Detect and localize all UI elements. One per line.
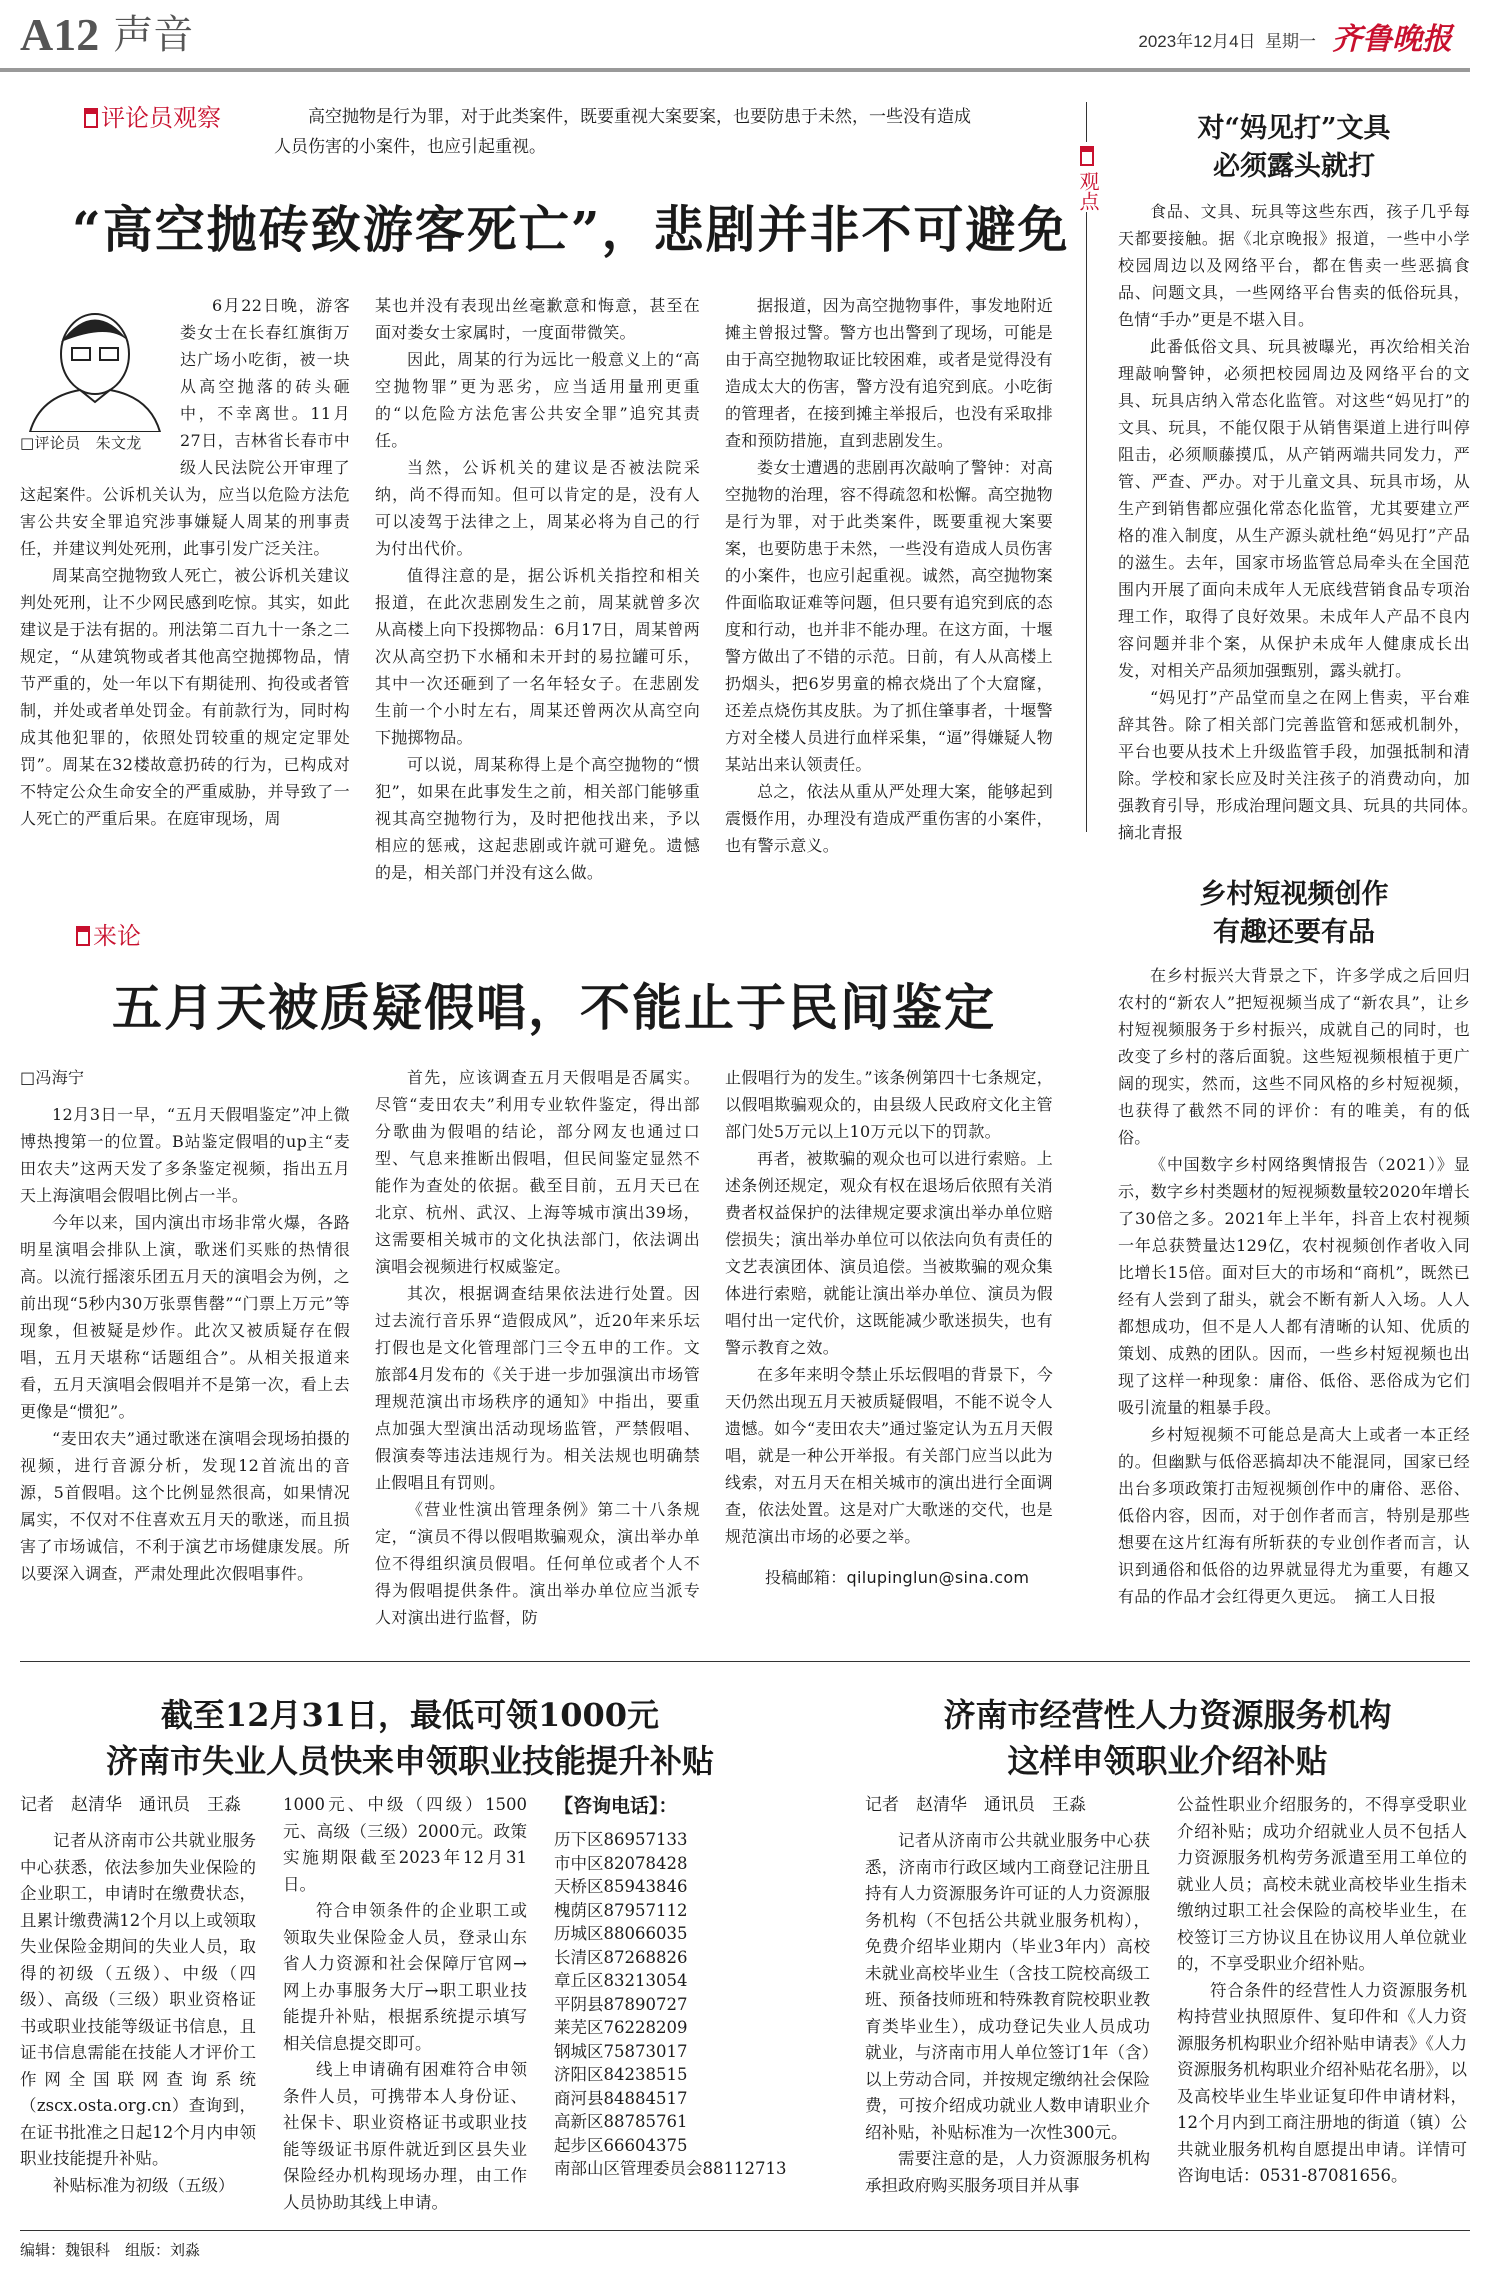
bottom-right-article [865, 1692, 1470, 2199]
article1-col2 [375, 292, 700, 886]
headline: “高空抛砖致游客死亡”，悲剧并非不可避免 [72, 200, 1070, 259]
hotline-item: 历下区86957133 [554, 1830, 688, 1849]
bottom-left-body [20, 1792, 800, 2216]
paragraph: 值得注意的是，据公诉机关指控和相关报道，在此次悲剧发生之前，周某就曾多次从高楼上向下投掷物品：6月17日，周某曾两次从高空扔下水桶和未开封的易拉罐可乐，其中一次还砸到了一名年轻女子。在悲剧发生前一个小时左右，周某还曾两次从高空向下抛掷物品。 [375, 566, 700, 747]
sidebar [1076, 72, 1487, 1610]
paragraph: 需要注意的是，人力资源服务机构承担政府购买服务项目并从事 [865, 2149, 1150, 2195]
paragraph: 此番低俗文具、玩具被曝光，再次给相关治理敲响警钟，必须把校园周边及网络平台的文具、玩具店纳入常态化监管。对这些“妈见打”的文具、玩具，不能仅限于从销售渠道上进行叫停阻击，必须顺藤摸瓜，从产销两端共同发力，严管、严查、严办。对于儿童文具、玩具市场，从生产到销售都应强化常态化监管，尤其要建立严格的准入制度，从生产源头就杜绝“妈见打”产品的滋生。去年，国家市场监管总局牵头在全国范围内开展了面向未成年人无底线营销食品专项治理工作，取得了良好效果。未成年人产品不良内容问题并非个案，从保护未成年人健康成长出发，对相关产品须加强甄别，露头就打。 [1118, 337, 1470, 680]
hotline-item: 历城区88066035 [554, 1924, 688, 1943]
paragraph: 线上申请确有困难符合申领条件人员，可携带本人身份证、社保卡、职业资格证书或职业技能等级证书原件就近到区县失业保险经办机构现场办理，由工作人员协助其线上申请。 [283, 2060, 527, 2212]
bottom-section [20, 1661, 1470, 2216]
issue-date [1138, 30, 1316, 62]
hotline-item: 市中区82078428 [554, 1853, 688, 1873]
paragraph: 再者，被欺骗的观众也可以进行索赔。上述条例还规定，观众有权在退场后依照有关消费者权益保护的法律规定要求演出举办单位赔偿损失；演出举办单位可以依法向负有责任的文艺表演团体、演员追偿。当被欺骗的观众集体进行索赔，就能让演出举办单位、演员为假唱付出一定代价，这既能减少歌迷损失，也有警示教育之效。 [725, 1149, 1053, 1357]
paragraph: 据报道，因为高空抛物事件，事发地附近摊主曾报过警。警方也出警到了现场，可能是由于高空抛物取证比较困难，或者是觉得没有造成太大的伤害，警方没有追究到底。小吃街的管理者，在接到摊主举报后，也没有采取排查和预防措施，直到悲剧发生。 [725, 296, 1053, 450]
paragraph: 今年以来，国内演出市场非常火爆，各路明星演唱会排队上演，歌迷们买账的热情很高。以流行摇滚乐团五月天的演唱会为例，之前出现“5秒内30万张票售罄”“门票上万元”等现象，但被疑是炒作。此次又被质疑存在假唱，五月天堪称“话题组合”。从相关报道来看，五月天演唱会假唱并不是第一次，看上去更像是“惯犯”。 [20, 1213, 350, 1421]
paragraph: “麦田农夫”通过歌迷在演唱会现场拍摄的视频，进行音源分析，发现12首流出的音源，5首假唱。这个比例显然很高，如果情况属实，不仅对不住喜欢五月天的歌迷，而且损害了市场诚信，不利于演艺市场健康发展。所以要深入调查，严肃处理此次假唱事件。 [20, 1429, 350, 1583]
page-label [20, 8, 193, 62]
paragraph: 《营业性演出管理条例》第二十八条规定，“演员不得以假唱欺骗观众，演出举办单位不得组织演员假唱。任何单位或者个人不得为假唱提供条件。演出举办单位应当派专人对演出进行监督，防 [375, 1500, 700, 1627]
newspaper-logo: 齐鲁晚报 [1332, 22, 1452, 57]
sidebar-headline: 对“妈见打”文具 必须露头就打 [1197, 113, 1391, 182]
paragraph: 当然，公诉机关的建议是否被法院采纳，尚不得而知。但可以肯定的是，没有人可以凌驾于法律之上，周某必将为自己的行为付出代价。 [375, 458, 700, 558]
hotline-item: 章丘区83213054 [554, 1971, 688, 1990]
submission-email: 投稿邮箱：qilupinglun@sina.com [765, 1568, 1030, 1587]
tag-box-icon [76, 926, 90, 946]
bottom-right-col2 [1177, 1792, 1467, 2190]
paragraph: 符合申领条件的企业职工或领取失业保险金人员，登录山东省人力资源和社会保障厅官网→网上办事服务大厅→职工职业技能提升补贴，根据系统提示填写相关信息提交即可。 [283, 1901, 527, 2053]
weekday: 星期一 [1265, 32, 1316, 51]
author: □冯海宁 [20, 1068, 85, 1087]
paragraph: 乡村短视频不可能总是高大上或者一本正经的。但幽默与低俗恶搞却决不能混同，国家已经出台多项政策打击短视频创作中的庸俗、恶俗、低俗内容，因而，对于创作者而言，特别是那些想要在这片红海有所斩获的专业创作者而言，认识到通俗和低俗的边界就显得尤为重要，有趣又有品的作品才会红得更久更远。 摘工人日报 [1118, 1425, 1470, 1606]
paragraph: 在乡村振兴大背景之下，许多学成之后回归农村的“新农人”把短视频当成了“新农具”，让乡村短视频服务于乡村振兴，成就自己的同时，也改变了乡村的落后面貌。这些短视频根植于更广阔的现实，然而，这些不同风格的乡村短视频，也获得了截然不同的评价：有的唯美，有的低俗。 [1118, 966, 1470, 1147]
top-section [20, 72, 1487, 1631]
paragraph: 《中国数字乡村网络舆情报告（2021）》显示，数字乡村类题材的短视频数量较2020年增长了30倍之多。2021年上半年，抖音上农村视频一年总获赞量达129亿，农村视频创作者收入同比增长15倍。面对巨大的市场和“商机”，既然已经有人尝到了甜头，就会不断有新人入场。人人都想成功，但不是人人都有清晰的认知、优质的策划、成熟的团队。因而，一些乡村短视频也出现了这样一种现象：庸俗、低俗、恶俗成为它们吸引流量的粗暴手段。 [1118, 1155, 1470, 1417]
article1-col1 [20, 292, 350, 832]
tag-box-icon [1080, 146, 1094, 166]
paragraph: 在多年来明令禁止乐坛假唱的背景下，今天仍然出现五月天被质疑假唱，不能不说令人遗憾。如今“麦田农夫”通过鉴定认为五月天假唱，就是一种公开举报。有关部门应当以此为线索，对五月天在相关城市的演出进行全面调查，依法处置。这是对广大歌迷的交代，也是规范演出市场的必要之举。 [725, 1365, 1053, 1546]
paragraph: 符合条件的经营性人力资源服务机构持营业执照原件、复印件和《人力资源服务机构职业介绍补贴申请表》《人力资源服务机构职业介绍补贴花名册》，以及高校毕业生毕业证复印件申请材料，12个月内到工商注册地的街道（镇）公共就业服务机构自愿提出申请。详情可咨询电话：0531-87081656。 [1177, 1980, 1467, 2185]
intro-row [20, 102, 1066, 162]
column-tag: 评论员观察 [84, 102, 274, 134]
footer-credits: 编辑：魏银科 组版：刘淼 [20, 2230, 1470, 2261]
hotline-item: 平阴县87890727 [554, 1994, 688, 2014]
bottom-left-article [20, 1692, 800, 2216]
paragraph: 娄女士遭遇的悲剧再次敲响了警钟：对高空抛物的治理，容不得疏忽和松懈。高空抛物是行为罪，对于此类案件，既要重视大案要案，也要防患于未然，一些没有造成人员伤害的小案件，也应引起重视。诚然，高空抛物案件面临取证难等问题，但只要有追究到底的态度和行动，也并非不能办理。在这方面，十堰警方做出了不错的示范。日前，有人从高楼上扔烟头，把6岁男童的棉衣烧出了个大窟窿，还差点烧伤其皮肤。为了抓住肇事者，十堰警方对全楼人员进行血样采集，“逼”得嫌疑人物某站出来认领责任。 [725, 458, 1053, 774]
bottom-left-headline: 截至12月31日，最低可领1000元 济南市失业人员快来申领职业技能提升补贴 [105, 1696, 714, 1780]
paragraph: 补贴标准为初级（五级） [53, 2175, 235, 2195]
hotline-item: 济阳区84238515 [554, 2065, 688, 2084]
byline: 记者 赵清华 通讯员 王淼 [20, 1795, 241, 1815]
issue-info [1138, 18, 1452, 62]
date: 2023年12月4日 [1138, 32, 1256, 51]
paragraph: 因此，周某的行为远比一般意义上的“高空抛物罪”更为恶劣，应当适用量刑更重的“以危险方法危害公共安全罪”追究其责任。 [375, 350, 700, 450]
author-caption: □评论员 朱文龙 [20, 434, 142, 452]
hotline-item: 槐荫区87957112 [554, 1900, 688, 1920]
article2-body [20, 1064, 1066, 1631]
sidebar-article1 [1118, 198, 1487, 846]
section-title: 声音 [113, 12, 194, 58]
paragraph: 某也并没有表现出丝毫歉意和悔意，甚至在面对娄女士家属时，一度面带微笑。 [375, 296, 700, 342]
author-photo [20, 292, 170, 454]
hotline-list [554, 1792, 786, 2181]
paragraph: 周某高空抛物致人死亡，被公诉机关建议判处死刑，让不少网民感到吃惊。其实，如此建议是于法有据的。刑法第二百九十一条之二规定，“从建筑物或者其他高空抛掷物品，情节严重的，处一年以下有期徒刑、拘役或者管制，并处或者单处罚金。有前款行为，同时构成其他犯罪的，依照处罚较重的规定定罪处罚”。周某在32楼故意扔砖的行为，已构成对不特定公众生命安全的严重威胁，并导致了一人死亡的严重后果。在庭审现场，周 [20, 566, 350, 828]
hotline-item: 长清区87268826 [554, 1947, 688, 1967]
tag-box-icon [84, 108, 98, 128]
hotline-item: 钢城区75873017 [554, 2041, 688, 2061]
hotline-item: 高新区88785761 [554, 2112, 688, 2131]
bottom-right-body [865, 1792, 1470, 2199]
hotline-item: 商河县84884517 [554, 2088, 688, 2108]
bottom-right-headline: 济南市经营性人力资源服务机构 这样申领职业介绍补贴 [943, 1696, 1392, 1780]
hotline-item: 南部山区管理委员会88112713 [554, 2159, 787, 2178]
paragraph: 1000元、中级（四级）1500元、高级（三级）2000元。政策实施期限截至2023年12月31日。 [283, 1795, 527, 1894]
byline: 记者 赵清华 通讯员 王淼 [865, 1795, 1086, 1815]
article1-col3 [725, 292, 1053, 859]
paragraph: 止假唱行为的发生。”该条例第四十七条规定，以假唱欺骗观众的，由县级人民政府文化主管部门处5万元以上10万元以下的罚款。 [725, 1068, 1053, 1141]
article2-col2 [375, 1064, 700, 1631]
hotline-item: 起步区66604375 [554, 2135, 688, 2155]
paragraph: 公益性职业介绍服务的，不得享受职业介绍补贴；成功介绍就业人员不包括人力资源服务机构劳务派遣至用工单位的就业人员；高校未就业高校毕业生指未缴纳过职工社会保险的高校毕业生，在校签订三方协议且在协议用人单位就业的，不享受职业介绍补贴。 [1177, 1795, 1467, 1973]
paragraph: 记者从济南市公共就业服务中心获悉，济南市行政区域内工商登记注册且持有人力资源服务许可证的人力资源服务机构（不包括公共就业服务机构），免费介绍毕业期内（毕业3年内）高校未就业高校毕业生（含技工院校高级工班、预备技师班和特殊教育院校职业教育类毕业生），成功登记失业人员成功就业，与济南市用人单位签订1年（含）以上劳动合同，并按规定缴纳社会保险费，可按介绍成功就业人数申请职业介绍补贴，补贴标准为一次性300元。 [865, 1831, 1150, 2142]
sidebar-tag: 观点 [1076, 146, 1098, 216]
paragraph: 其次，根据调查结果依法进行处置。因过去流行音乐界“造假成风”，近20年来乐坛打假也是文化管理部门三令五申的工作。文旅部4月发布的《关于进一步加强演出市场管理规范演出市场秩序的通知》中指出，要重点加强大型演出活动现场监管，严禁假唱、假演奏等违法违规行为。相关法规也明确禁止假唱且有罚则。 [375, 1284, 700, 1492]
divider [1086, 102, 1087, 142]
paragraph: 6月22日晚，游客娄女士在长春红旗街万达广场小吃街，被一块从高空抛落的砖头砸中，不幸离世。11月27日，吉林省长春市中级人民法院公开审理了这起案件。公诉机关认为，应当以危险方法危害公共安全罪追究涉事嫌疑人周某的刑事责任，并建议判处死刑，此事引发广泛关注。 [20, 296, 350, 558]
page-number: A12 [20, 9, 100, 60]
paragraph: 首先，应该调查五月天假唱是否属实。尽管“麦田农夫”利用专业软件鉴定，得出部分歌曲为假唱的结论，部分网友也通过口型、气息来推断出假唱，但民间鉴定显然不能作为查处的依据。截至目前，五月天已在北京、杭州、武汉、上海等城市演出39场，这需要相关城市的文化执法部门，依法调出演唱会视频进行权威鉴定。 [375, 1068, 700, 1276]
paragraph: 记者从济南市公共就业服务中心获悉，依法参加失业保险的企业职工，申请时在缴费状态，且累计缴费满12个月以上或领取失业保险金期间的失业人员，取得的初级（五级）、中级（四级）、高级（三级）职业资格证书或职业技能等级证书信息，且证书信息需能在技能人才评价工作网全国联网查询系统（zscx.osta.org.cn）查询到，在证书批准之日起12个月内申领职业技能提升补贴。 [20, 1831, 256, 2168]
sidebar-article2 [1118, 962, 1470, 1610]
article2-col1 [20, 1064, 350, 1587]
article1-body [20, 292, 1066, 886]
article2-col3 [725, 1064, 1053, 1591]
sidebar-headline: 乡村短视频创作 有趣还要有品 [1199, 879, 1389, 948]
paragraph: 12月3日一早，“五月天假唱鉴定”冲上微博热搜第一的位置。B站鉴定假唱的up主“麦田农夫”这两天发了多条鉴定视频，指出五月天上海演唱会假唱比例占一半。 [20, 1105, 350, 1205]
hotline-title: 【咨询电话】： [554, 1795, 678, 1817]
bottom-left-col2 [283, 1792, 527, 2216]
divider [1086, 212, 1087, 832]
hotline-item: 莱芜区76228209 [554, 2018, 688, 2037]
editor-intro: 高空抛物是行为罪，对于此类案件，既要重视大案要案，也要防患于未然，一些没有造成人员伤害的小案件，也应引起重视。 [274, 107, 971, 157]
hotline-item: 天桥区85943846 [554, 1877, 688, 1896]
bottom-right-col1 [865, 1792, 1150, 2199]
main-column [20, 72, 1070, 1631]
paragraph: “妈见打”产品堂而皇之在网上售卖，平台难辞其咎。除了相关部门完善监管和惩戒机制外，平台也要从技术上升级监管手段，加强抵制和清除。学校和家长应及时关注孩子的消费动向，加强教育引导，形成治理问题文具、玩具的共同体。 摘北青报 [1118, 688, 1487, 842]
paragraph: 食品、文具、玩具等这些东西，孩子几乎每天都要接触。据《北京晚报》报道，一些中小学校园周边以及网络平台，都在售卖一些恶搞食品、问题文具，一些网络平台售卖的低俗玩具，色情“手办”更是不堪入目。 [1118, 202, 1470, 329]
author-portrait-icon [20, 292, 170, 432]
column-tag: 来论 [76, 920, 1066, 952]
bottom-left-col1 [20, 1792, 256, 2199]
paragraph: 总之，依法从重从严处理大案，能够起到震慑作用，办理没有造成严重伤害的小案件，也有警示意义。 [725, 782, 1053, 855]
paragraph: 可以说，周某称得上是个高空抛物的“惯犯”，如果在此事发生之前，相关部门能够重视其高空抛物行为，及时把他找出来，予以相应的惩戒，这起悲剧或许就可避免。遗憾的是，相关部门并没有这么做。 [375, 755, 700, 882]
page-header [0, 0, 1470, 72]
headline: 五月天被质疑假唱，不能止于民间鉴定 [112, 978, 996, 1037]
